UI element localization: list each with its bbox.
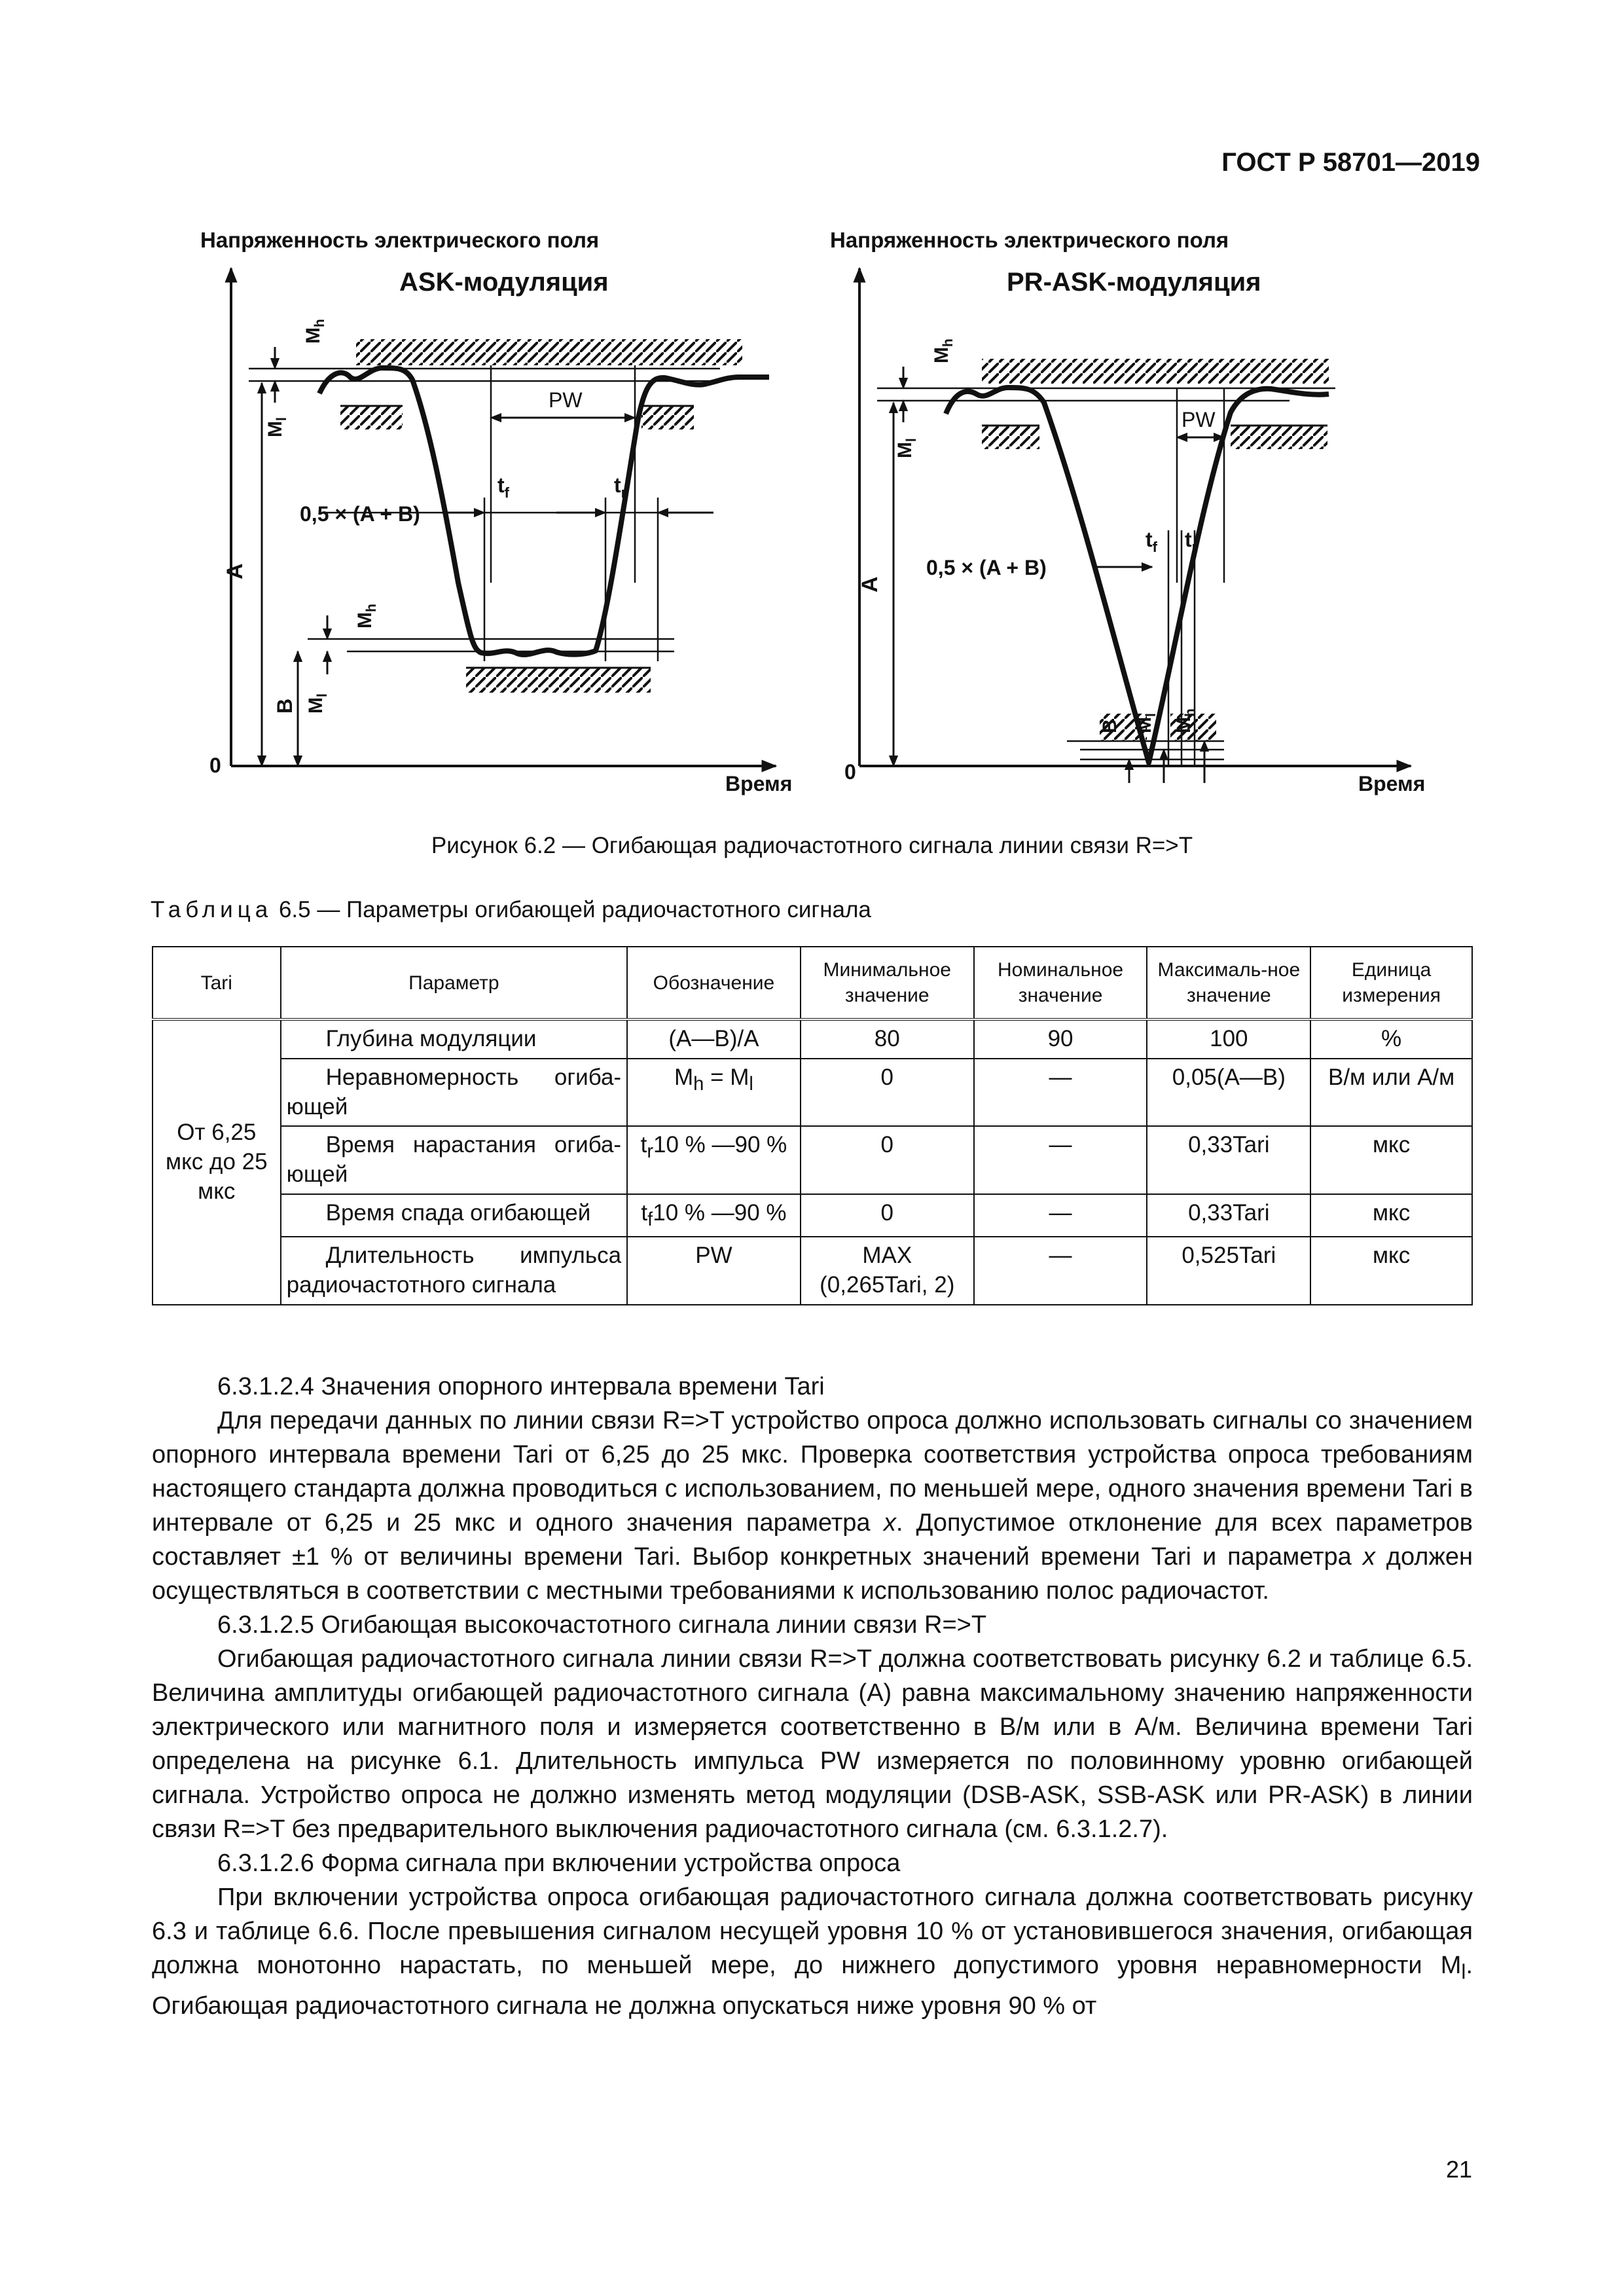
table-caption-text: 6.5 — Параметры огибающей радиочастотного сигнала (272, 897, 871, 922)
table-header-row (153, 947, 1472, 1019)
ask-mh-top-label: $M_h$ (302, 319, 327, 344)
max-cell: 0,05(A—B) (1147, 1059, 1310, 1127)
pr-ask-tf-label: $t_f$ (1146, 528, 1157, 555)
pr-ask-a-label: A (857, 576, 882, 592)
table-row (153, 1059, 1472, 1127)
unit-cell: мкс (1310, 1126, 1472, 1194)
min-cell: 0 (801, 1059, 974, 1127)
pr-ask-mh-top-label: $M_h$ (931, 338, 956, 363)
pr-ask-ylabel: Напряженность электрического поля (830, 228, 1229, 252)
param-cell: Время спада огибающей (281, 1194, 627, 1237)
document-header: ГОСТ Р 58701—2019 (1221, 148, 1480, 177)
paragraph: При включении устройства опроса огибающая радиочастотного сигнала должна соответствовать рисунку 6.3 и таблице 6.6. После превышения сигналом несущей уровня 10 % от установившегося значения, огибающая должна монотонно нарастать, по меньшей мере, до нижнего допустимого уровня неравномерности $M_l$. Огибающая радиочастотного сигнала не должна опускаться ниже уровня 90 % от (152, 1884, 1473, 2020)
body-text (152, 1370, 1473, 2023)
min-cell: 80 (801, 1019, 974, 1059)
symbol-cell: PW (627, 1237, 801, 1305)
ask-b-label: B (273, 698, 297, 714)
section-heading-6-3-1-2-6: 6.3.1.2.6 Форма сигнала при включении устройства опроса (217, 1850, 901, 1877)
min-cell: 0 (801, 1126, 974, 1194)
min-cell: 0 (801, 1194, 974, 1237)
nominal-cell: — (974, 1059, 1147, 1127)
pr-ask-xlabel: Время (1358, 772, 1426, 795)
ask-origin: 0 (209, 754, 221, 777)
ask-diagram (200, 228, 792, 795)
table-caption (151, 897, 871, 923)
table-row (153, 1126, 1472, 1194)
pr-ask-pw-label: PW (1182, 408, 1216, 431)
table-row (153, 1019, 1472, 1059)
nominal-cell: — (974, 1194, 1147, 1237)
param-cell: Неравномерность огиба-ющей (281, 1059, 627, 1127)
paragraph: Огибающая радиочастотного сигнала линии связи R=>T должна соответствовать рисунку 6.2 и таблице 6.5. Величина амплитуды огибающей радиочастотного сигнала (A) равна максимальному значению напряженности электрического или магнитного поля и измеряется соответственно в В/м или в А/м. Величина времени Tari определена на рисунке 6.1. Длительность импульса PW измеряется по половинному уровню огибающей сигнала. Устройство опроса не должно изменять метод модуляции (DSB-ASK, SSB-ASK или PR-ASK) в линии связи R=>T без предварительного выключения радиочастотного сигнала (см. 6.3.1.2.7). (152, 1645, 1473, 1843)
ask-ylabel: Напряженность электрического поля (200, 228, 600, 252)
pr-ask-ml-top-label: $M_l$ (894, 438, 919, 458)
pr-ask-ml-bottom-label: $M_l$ (1134, 713, 1159, 733)
col-header-max: Максималь-ное значение (1147, 947, 1310, 1019)
pr-ask-mid-label: 0,5 × (A + B) (926, 556, 1047, 579)
nominal-cell: — (974, 1237, 1147, 1305)
col-header-unit: Единица измерения (1310, 947, 1472, 1019)
col-header-parameter: Параметр (281, 947, 627, 1019)
ask-xlabel: Время (725, 772, 793, 795)
unit-cell: мкс (1310, 1237, 1472, 1305)
pr-ask-diagram (830, 228, 1425, 795)
ask-ml-bottom-label: $M_l$ (305, 693, 330, 714)
ask-tf-label: $t_f$ (497, 473, 509, 501)
nominal-cell: — (974, 1126, 1147, 1194)
ask-tr-label: $t_r$ (614, 473, 627, 501)
col-header-nominal: Номинальное значение (974, 947, 1147, 1019)
tari-range-cell: От 6,25 мкс до 25 мкс (153, 1019, 281, 1305)
ask-ml-top-label: $M_l$ (264, 417, 289, 437)
symbol-cell: $t_r10$ % —90 % (627, 1126, 801, 1194)
col-header-symbol: Обозначение (627, 947, 801, 1019)
paragraph: Для передачи данных по линии связи R=>T устройство опроса должно использовать сигналы со значением опорного интервала времени Tari от 6,25 до 25 мкс. Проверка соответствия устройства опроса требованиям настоящего стандарта должна проводиться с использованием, по меньшей мере, одного значения времени Tari в интервале от 6,25 и 25 мкс и одного значения параметра x. Допустимое отклонение для всех параметров составляет ±1 % от величины времени Tari. Выбор конкретных значений времени Tari и параметра x должен осуществляться в соответствии с местными требованиями к использованию полос радиочастот. (152, 1407, 1473, 1605)
table-row (153, 1237, 1472, 1305)
pr-ask-tr-label: $t_r$ (1185, 528, 1198, 555)
pr-ask-origin: 0 (844, 760, 856, 784)
figure-6-2 (151, 216, 1486, 831)
figure-caption: Рисунок 6.2 — Огибающая радиочастотного сигнала линии связи R=>T (431, 833, 1193, 858)
param-cell: Длительность импульса радиочастотного сигнала (281, 1237, 627, 1305)
col-header-min: Минимальное значение (801, 947, 974, 1019)
max-cell: 100 (1147, 1019, 1310, 1059)
parameters-table (152, 946, 1473, 1305)
section-heading-6-3-1-2-4: 6.3.1.2.4 Значения опорного интервала времени Tari (217, 1373, 825, 1400)
unit-cell: мкс (1310, 1194, 1472, 1237)
ask-title: ASK-модуляция (399, 268, 609, 297)
ask-mh-bottom-label: $M_h$ (354, 604, 379, 629)
table-caption-word: Таблица (151, 897, 273, 922)
unit-cell: В/м или А/м (1310, 1059, 1472, 1127)
ask-mid-label: 0,5 × (A + B) (300, 502, 420, 526)
table-row (153, 1194, 1472, 1237)
pr-ask-b-label: B (1099, 719, 1121, 733)
nominal-cell: 90 (974, 1019, 1147, 1059)
max-cell: 0,33Tari (1147, 1194, 1310, 1237)
unit-cell: % (1310, 1019, 1472, 1059)
param-cell: Время нарастания огиба-ющей (281, 1126, 627, 1194)
section-heading-6-3-1-2-5: 6.3.1.2.5 Огибающая высокочастотного сигнала линии связи R=>T (217, 1611, 987, 1639)
param-cell: Глубина модуляции (281, 1019, 627, 1059)
col-header-tari: Tari (153, 947, 281, 1019)
max-cell: 0,33Tari (1147, 1126, 1310, 1194)
symbol-cell: $t_f10$ % —90 % (627, 1194, 801, 1237)
ask-pw-label: PW (549, 388, 583, 412)
pr-ask-title: PR-ASK-модуляция (1007, 268, 1261, 297)
symbol-cell: $M_h = M_l$ (627, 1059, 801, 1127)
ask-a-label: A (223, 563, 247, 579)
max-cell: 0,525Tari (1147, 1237, 1310, 1305)
min-cell: MAX (0,265Tari, 2) (801, 1237, 974, 1305)
page-number: 21 (1445, 2156, 1472, 2183)
symbol-cell: (A—B)/A (627, 1019, 801, 1059)
pr-ask-mh-bottom-label: $M_h$ (1173, 708, 1198, 733)
